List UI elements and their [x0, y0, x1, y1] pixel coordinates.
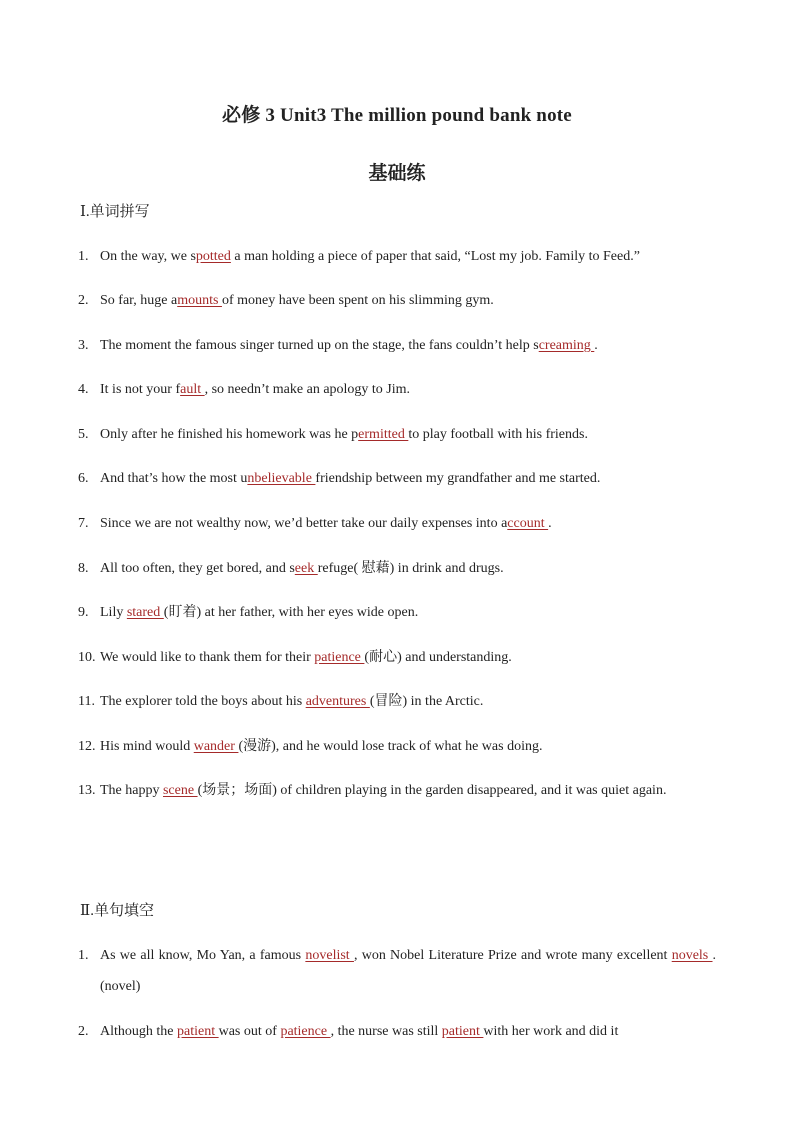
- answer-text: creaming: [538, 338, 595, 353]
- spelling-item: [78, 508, 716, 539]
- item-text: [100, 508, 716, 539]
- item-number: 4.: [78, 382, 89, 397]
- answer-text: potted: [195, 249, 231, 264]
- item-number: 8.: [78, 561, 89, 576]
- sentence-text: .: [548, 516, 552, 531]
- section-heading-fill-in: Ⅱ.单句填空: [80, 903, 154, 919]
- sentence-text: with her work and did it: [483, 1024, 619, 1039]
- sentence-text: . (novel): [100, 948, 717, 994]
- sentence-text: (漫游), and he would lose track of what he was doing.: [238, 739, 543, 754]
- sentence-text: The moment the famous singer turned up on the stage, the fans couldn’t help s: [100, 338, 539, 353]
- answer-text: ermitted: [358, 427, 409, 442]
- item-text: [100, 285, 716, 316]
- sentence-text: of money have been spent on his slimming gym.: [221, 293, 494, 308]
- item-number: 10.: [78, 650, 96, 665]
- sentence-text: (场景；场面) of children playing in the garden disappeared, and it was quiet again.: [197, 783, 667, 798]
- sentence-text: Only after he finished his homework was he p: [100, 427, 359, 442]
- spelling-item: [78, 241, 716, 272]
- sentence-text: Although the: [100, 1024, 177, 1039]
- spelling-item: [78, 642, 716, 673]
- answer-text: stared: [126, 605, 164, 620]
- item-number: 13.: [78, 783, 96, 798]
- sentence-text: to play football with his friends.: [408, 427, 588, 442]
- sentence-text: The explorer told the boys about his: [100, 694, 306, 709]
- section-heading-spelling: Ⅰ.单词拼写: [80, 204, 150, 220]
- page-subtitle: 基础练: [368, 163, 426, 184]
- sentence-text: Since we are not wealthy now, we’d better take our daily expenses into a: [100, 516, 508, 531]
- fill-in-item: [78, 1016, 716, 1047]
- spelling-item: [78, 553, 716, 584]
- item-text: [100, 940, 716, 1002]
- answer-text: eek: [294, 561, 318, 576]
- sentence-text: was out of: [218, 1024, 281, 1039]
- answer-text: adventures: [305, 694, 370, 709]
- sentence-text: , so needn’t make an apology to Jim.: [204, 382, 411, 397]
- sentence-text: (耐心) and understanding.: [364, 650, 512, 665]
- sentence-text: The happy: [100, 783, 163, 798]
- item-text: [100, 374, 716, 405]
- item-text: [100, 686, 716, 717]
- sentence-text: , won Nobel Literature Prize and wrote many excellent: [353, 948, 672, 963]
- item-number: 3.: [78, 338, 89, 353]
- sentence-text: a man holding a piece of paper that said, “Lost my job. Family to Feed.”: [230, 249, 640, 264]
- item-text: [100, 330, 716, 361]
- item-number: 9.: [78, 605, 89, 620]
- sentence-text: His mind would: [100, 739, 194, 754]
- answer-text: patience: [280, 1024, 331, 1039]
- answer-text: ault: [180, 382, 205, 397]
- item-text: [100, 642, 716, 673]
- item-text: [100, 553, 716, 584]
- answer-text: novels: [671, 948, 713, 963]
- sentence-text: friendship between my grandfather and me started.: [315, 471, 601, 486]
- sentence-text: Lily: [100, 605, 127, 620]
- spelling-item: [78, 775, 716, 806]
- sentence-text: It is not your f: [100, 382, 181, 397]
- item-text: [100, 597, 716, 628]
- item-number: 7.: [78, 516, 89, 531]
- sentence-text: As we all know, Mo Yan, a famous: [100, 948, 306, 963]
- answer-text: ccount: [507, 516, 549, 531]
- item-number: 6.: [78, 471, 89, 486]
- sentence-text: (盯着) at her father, with her eyes wide open.: [163, 605, 419, 620]
- sentence-text: , the nurse was still: [330, 1024, 442, 1039]
- item-text: [100, 731, 716, 762]
- item-text: [100, 1016, 716, 1047]
- sentence-text: .: [594, 338, 598, 353]
- item-number: 1.: [78, 249, 89, 264]
- item-number: 5.: [78, 427, 89, 442]
- item-text: [100, 419, 716, 450]
- sentence-text: And that’s how the most u: [100, 471, 248, 486]
- item-number: 11.: [78, 694, 95, 709]
- item-text: [100, 241, 716, 272]
- answer-text: wander: [193, 739, 239, 754]
- spelling-item: [78, 597, 716, 628]
- spelling-item: [78, 285, 716, 316]
- sentence-text: On the way, we s: [100, 249, 196, 264]
- answer-text: mounts: [177, 293, 222, 308]
- answer-text: scene: [162, 783, 198, 798]
- item-number: 1.: [78, 948, 89, 963]
- answer-text: nbelievable: [247, 471, 316, 486]
- answer-text: patience: [314, 650, 365, 665]
- answer-text: novelist: [305, 948, 354, 963]
- item-text: [100, 463, 716, 494]
- spelling-item: [78, 330, 716, 361]
- fill-in-item: [78, 940, 716, 1002]
- spelling-item: [78, 419, 716, 450]
- item-number: 2.: [78, 1024, 89, 1039]
- spelling-item: [78, 686, 716, 717]
- answer-text: patient: [177, 1024, 219, 1039]
- spelling-item: [78, 374, 716, 405]
- page-title: 必修 3 Unit3 The million pound bank note: [222, 105, 572, 126]
- sentence-text: (冒险) in the Arctic.: [369, 694, 484, 709]
- item-number: 2.: [78, 293, 89, 308]
- sentence-text: So far, huge a: [100, 293, 178, 308]
- answer-text: patient: [441, 1024, 484, 1039]
- spelling-item: [78, 731, 716, 762]
- item-text: [100, 775, 716, 806]
- item-number: 12.: [78, 739, 96, 754]
- sentence-text: All too often, they get bored, and s: [100, 561, 295, 576]
- spelling-item: [78, 463, 716, 494]
- sentence-text: refuge( 慰藉) in drink and drugs.: [317, 561, 504, 576]
- sentence-text: We would like to thank them for their: [100, 650, 315, 665]
